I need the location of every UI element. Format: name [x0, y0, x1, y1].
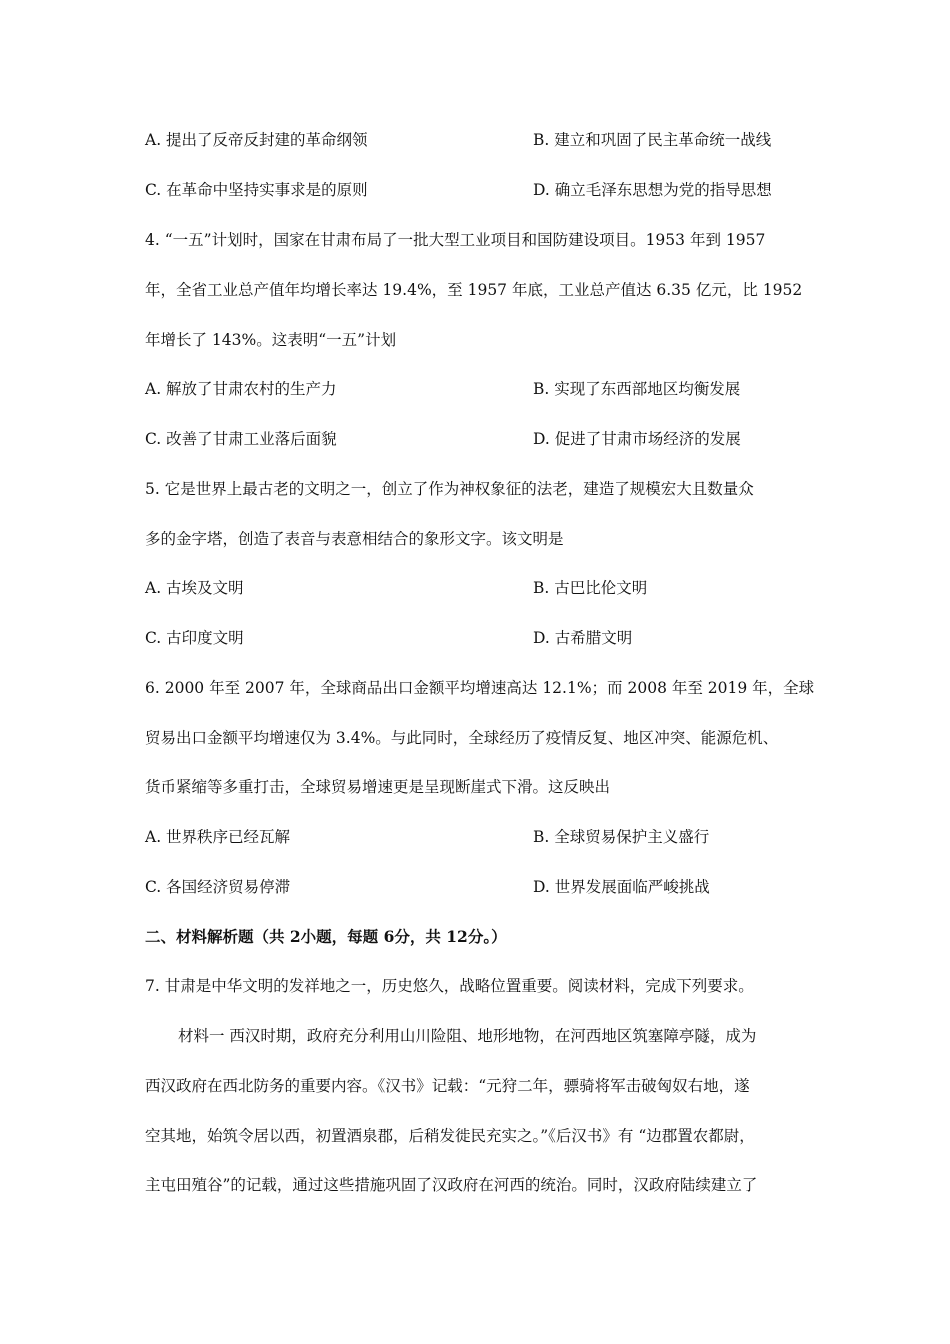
q4-stem-line-1: 4. “一五”计划时，国家在甘肃布局了一批大型工业项目和国防建设项目。1953 年到 1957 [145, 231, 766, 249]
q4-option-b: B. 实现了东西部地区均衡发展 [533, 380, 741, 398]
q5-stem-line-1: 5. 它是世界上最古老的文明之一，创立了作为神权象征的法老，建造了规模宏大且数量众 [145, 480, 754, 498]
q3-option-d: D. 确立毛泽东思想为党的指导思想 [533, 181, 772, 199]
q6-stem-line-1: 6. 2000 年至 2007 年，全球商品出口金额平均增速高达 12.1%；而 2008 年至 2019 年，全球 [145, 679, 815, 697]
q7-material-line-3: 空其地，始筑令居以西，初置酒泉郡，后稍发徙民充实之。”《后汉书》有 “边郡置农都尉， [145, 1127, 755, 1145]
q5-option-d: D. 古希腊文明 [533, 629, 633, 647]
section-heading: 二、材料解析题（共 2小题，每题 6分，共 12分。） [145, 927, 507, 946]
q3-option-c: C. 在革命中坚持实事求是的原则 [145, 181, 368, 199]
q6-stem-line-2: 贸易出口金额平均增速仅为 3.4%。与此同时，全球经历了疫情反复、地区冲突、能源危机、 [145, 729, 779, 747]
q5-option-c: C. 古印度文明 [145, 629, 244, 647]
q4-option-d: D. 促进了甘肃市场经济的发展 [533, 430, 741, 448]
q6-stem-line-3: 货币紧缩等多重打击，全球贸易增速更是呈现断崖式下滑。这反映出 [145, 778, 611, 796]
q6-option-a: A. 世界秩序已经瓦解 [145, 828, 291, 846]
q7-material-line-4: 主屯田殖谷”的记载，通过这些措施巩固了汉政府在河西的统治。同时，汉政府陆续建立了 [145, 1176, 758, 1194]
q4-option-a: A. 解放了甘肃农村的生产力 [145, 380, 337, 398]
q3-option-a: A. 提出了反帝反封建的革命纲领 [145, 131, 368, 149]
q5-option-a: A. 古埃及文明 [145, 579, 244, 597]
q4-option-c: C. 改善了甘肃工业落后面貌 [145, 430, 337, 448]
q5-option-b: B. 古巴比伦文明 [533, 579, 648, 597]
q3-option-b: B. 建立和巩固了民主革命统一战线 [533, 131, 772, 149]
q6-option-d: D. 世界发展面临严峻挑战 [533, 878, 710, 896]
q7-material-line-1: 材料一 西汉时期，政府充分利用山川险阻、地形地物，在河西地区筑塞障亭隧，成为 [178, 1027, 757, 1045]
q6-option-b: B. 全球贸易保护主义盛行 [533, 828, 710, 846]
q7-intro: 7. 甘肃是中华文明的发祥地之一，历史悠久，战略位置重要。阅读材料，完成下列要求。 [145, 977, 754, 995]
q4-stem-line-3: 年增长了 143%。这表明“一五”计划 [145, 331, 397, 349]
q5-stem-line-2: 多的金字塔，创造了表音与表意相结合的象形文字。该文明是 [145, 530, 564, 548]
q7-material-line-2: 西汉政府在西北防务的重要内容。《汉书》记载：“元狩二年，骠骑将军击破匈奴右地，遂 [145, 1077, 750, 1095]
q4-stem-line-2: 年，全省工业总产值年均增长率达 19.4%，至 1957 年底，工业总产值达 6.35 亿元，比 1952 [145, 281, 803, 299]
q6-option-c: C. 各国经济贸易停滞 [145, 878, 291, 896]
